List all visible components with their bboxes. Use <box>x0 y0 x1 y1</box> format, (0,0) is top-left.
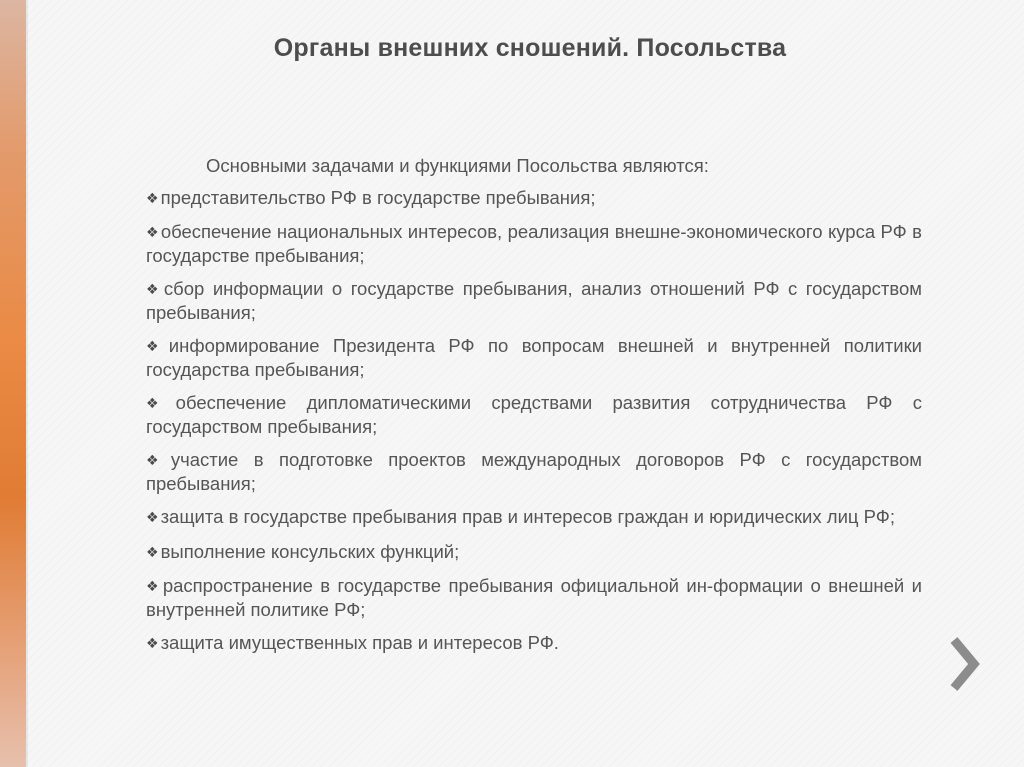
bullet-list <box>146 187 922 656</box>
list-item-text: сбор информации о государстве пребывания, анализ отношений РФ с государством пребывания; <box>146 278 922 323</box>
list-item-text: обеспечение национальных интересов, реализация внешне-экономического курса РФ в государстве пребывания; <box>146 221 922 266</box>
list-item <box>146 278 922 324</box>
list-item <box>146 221 922 267</box>
diamond-bullet-icon: ❖ <box>146 190 159 207</box>
list-item-text: информирование Президента РФ по вопросам внешней и внутренней политики государства пребывания; <box>146 335 922 380</box>
list-item <box>146 449 922 495</box>
diamond-bullet-icon: ❖ <box>146 225 159 241</box>
list-item <box>146 632 922 656</box>
list-item <box>146 187 922 211</box>
slide-title: Органы внешних сношений. Посольства <box>273 34 787 62</box>
list-item <box>146 575 922 621</box>
list-item <box>146 541 922 565</box>
list-item-text: участие в подготовке проектов международных договоров РФ с государством пребывания; <box>146 449 922 494</box>
list-item-text: выполнение консульских функций; <box>160 540 460 562</box>
slide-content <box>146 155 922 667</box>
list-item-text: защита имущественных прав и интересов РФ. <box>160 632 559 653</box>
list-item-text: обеспечение дипломатическими средствами развития сотрудничества РФ с государством пребывания; <box>146 392 922 437</box>
list-item <box>146 335 922 381</box>
list-item <box>146 506 922 530</box>
diamond-bullet-icon: ❖ <box>146 339 167 355</box>
diamond-bullet-icon: ❖ <box>146 510 159 526</box>
diamond-bullet-icon: ❖ <box>146 282 162 298</box>
next-slide-button[interactable] <box>944 634 984 694</box>
diamond-bullet-icon: ❖ <box>146 453 169 469</box>
intro-text: Основными задачами и функциями Посольства являются: <box>206 155 709 176</box>
diamond-bullet-icon: ❖ <box>146 636 159 652</box>
list-item-text: представительство РФ в государстве пребывания; <box>160 186 596 208</box>
list-item-text: защита в государстве пребывания прав и интересов граждан и юридических лиц РФ; <box>160 506 895 527</box>
accent-bar <box>0 0 26 767</box>
list-item <box>146 392 922 438</box>
diamond-bullet-icon: ❖ <box>146 396 174 412</box>
chevron-right-icon <box>944 634 984 694</box>
list-item-text: распространение в государстве пребывания официальной ин-формации о внешней и внутренней политике РФ; <box>146 575 922 620</box>
diamond-bullet-icon: ❖ <box>146 579 161 595</box>
diamond-bullet-icon: ❖ <box>146 544 159 561</box>
